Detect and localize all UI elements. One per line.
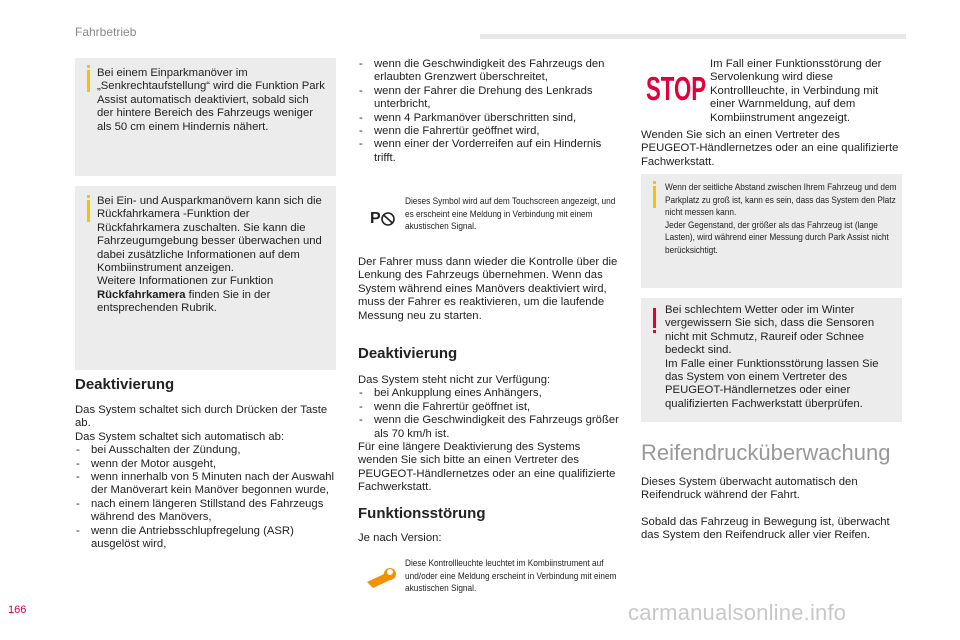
deactivation-list bbox=[75, 444, 337, 551]
stop-conditions-list bbox=[358, 58, 620, 165]
heading-reifendruck: Reifendrucküberwachung bbox=[641, 440, 891, 465]
info-box-measurement bbox=[641, 174, 902, 288]
page-number: 166 bbox=[8, 604, 27, 616]
info-text: Bei einem Einparkmanöver im „Senkrechtaufstellung“ wird die Funktion Park Assist automatisch deaktiviert, sobald sich der hintere Bereich des Fahrzeugs weniger als 50 cm einem Hindernis nähert. bbox=[97, 67, 325, 133]
list-item: - wenn 4 Parkmanöver überschritten sind, bbox=[358, 112, 620, 125]
header-divider bbox=[480, 34, 906, 39]
list-item: - wenn innerhalb von 5 Minuten nach der Auswahl der Manöverart kein Manöver begonnen wurde, bbox=[75, 471, 337, 498]
info-text-more: Weitere Informationen zur Funktion Rückfahrkamera finden Sie in der entsprechenden Rubrik. bbox=[97, 275, 274, 315]
list-item: - wenn der Fahrer die Drehung des Lenkrads unterbricht, bbox=[358, 85, 620, 112]
tyre-text-1: Dieses System überwacht automatisch den Reifendruck während der Fahrt. bbox=[641, 476, 858, 502]
list-item: - wenn die Antriebsschlupfregelung (ASR) ausgelöst wird, bbox=[75, 525, 337, 552]
symbol-note: Dieses Symbol wird auf dem Touchscreen angezeigt, und es erscheint eine Meldung in Verbindung mit einem akustischen Signal. bbox=[405, 196, 616, 232]
info-icon bbox=[653, 186, 656, 208]
tyre-text-2: Sobald das Fahrzeug in Bewegung ist, überwacht das System den Reifendruck aller vier Reifen. bbox=[641, 516, 890, 542]
list-item: - bei Ausschalten der Zündung, bbox=[75, 444, 337, 457]
heading-deaktivierung: Deaktivierung bbox=[75, 376, 175, 393]
reversing-camera-term: Rückfahrkamera bbox=[97, 288, 186, 301]
heading-funktionsstoerung: Funktionsstörung bbox=[358, 505, 486, 522]
info-icon bbox=[87, 200, 90, 222]
info-text: Wenn der seitliche Abstand zwischen Ihrem Fahrzeug und dem Parkplatz zu groß ist, kann es sein, dass das System den Platz nicht messen kann. bbox=[665, 182, 897, 218]
unavailable-list bbox=[358, 387, 620, 441]
list-item: - nach einem längeren Stillstand des Fahrzeugs während des Manövers, bbox=[75, 498, 337, 525]
paragraph: Das System schaltet sich automatisch ab: bbox=[75, 430, 285, 443]
info-text: Bei Ein- und Ausparkmanövern kann sich die Rückfahrkamera -Funktion der Rückfahrkamera zuschalten. Sie kann die Fahrzeugumgebung besser überwachen und dabei zusätzliche Informationen auf dem Kombiinstrument anzeigen. bbox=[97, 195, 322, 275]
paragraph: Für eine längere Deaktivierung des Systems wenden Sie sich bitte an einen Vertreter des PEUGEOT-Händlernetzes oder an eine qualifizierte Fachwerkstatt. bbox=[358, 441, 616, 494]
paragraph: Das System schaltet sich durch Drücken der Taste ab. bbox=[75, 404, 328, 430]
driver-text: Der Fahrer muss dann wieder die Kontrolle über die Lenkung des Fahrzeugs übernehmen. Wenn das System während eines Manövers deaktiviert wird, muss der Fahrer es reaktivieren, um die laufende Messung neu zu starten. bbox=[358, 256, 618, 322]
info-box-park-assist bbox=[75, 58, 336, 176]
list-item: - wenn einer der Vorderreifen auf ein Hindernis trifft. bbox=[358, 138, 620, 165]
heading-deaktivierung-2: Deaktivierung bbox=[358, 345, 458, 362]
wrench-icon bbox=[364, 562, 398, 590]
wrench-note: Diese Kontrollleuchte leuchtet im Kombiinstrument auf und/oder eine Meldung erscheint in Verbindung mit einem akustischen Signal. bbox=[405, 558, 617, 594]
stop-icon bbox=[646, 70, 708, 107]
info-text: Jeder Gegenstand, der größer als das Fahrzeug ist (lange Lasten), wird während einer Messung durch Park Assist nicht berücksichtigt. bbox=[665, 219, 889, 255]
info-icon bbox=[87, 70, 90, 92]
park-assist-symbol-icon bbox=[368, 206, 398, 228]
list-item: - wenn die Geschwindigkeit des Fahrzeugs größer als 70 km/h ist. bbox=[358, 414, 620, 441]
list-item: - wenn der Motor ausgeht, bbox=[75, 458, 337, 471]
watermark: carmanualsonline.info bbox=[628, 600, 847, 625]
warning-icon bbox=[653, 308, 656, 328]
stop-text-contact: Wenden Sie sich an einen Vertreter des PEUGEOT-Händlernetzes oder an eine qualifizierte Fachwerkstatt. bbox=[641, 129, 899, 168]
paragraph: Das System steht nicht zur Verfügung: bbox=[358, 374, 551, 386]
warning-text: Bei schlechtem Wetter oder im Winter vergewissern Sie sich, dass die Sensoren nicht mit Schmutz, Raureif oder Schnee bedeckt sind. bbox=[665, 304, 875, 357]
list-item: - bei Ankupplung eines Anhängers, bbox=[358, 387, 620, 400]
version-text: Je nach Version: bbox=[358, 532, 442, 544]
deactivation-text bbox=[75, 404, 337, 551]
info-box-reversing-camera bbox=[75, 186, 336, 370]
unavailable-text bbox=[358, 374, 620, 495]
list-item: - wenn die Fahrertür geöffnet wird, bbox=[358, 125, 620, 138]
section-title: Fahrbetrieb bbox=[75, 25, 137, 39]
stop-text: Im Fall einer Funktionsstörung der Servolenkung wird diese Kontrollleuchte, in Verbindung mit einer Warnmeldung, auf dem Kombiinstrument angezeigt. bbox=[710, 58, 882, 124]
warning-box-sensors bbox=[641, 298, 902, 422]
svg-text:P: P bbox=[370, 210, 381, 227]
list-item: - wenn die Geschwindigkeit des Fahrzeugs den erlaubten Grenzwert überschreitet, bbox=[358, 58, 620, 85]
list-item: - wenn die Fahrertür geöffnet ist, bbox=[358, 401, 620, 414]
svg-text:STOP: STOP bbox=[646, 70, 706, 107]
stop-conditions bbox=[358, 58, 620, 165]
warning-text: Im Falle einer Funktionsstörung lassen Sie das System von einem Vertreter des PEUGEOT-Händlernetzes oder einer qualifizierten Fachwerkstatt überprüfen. bbox=[665, 357, 879, 410]
